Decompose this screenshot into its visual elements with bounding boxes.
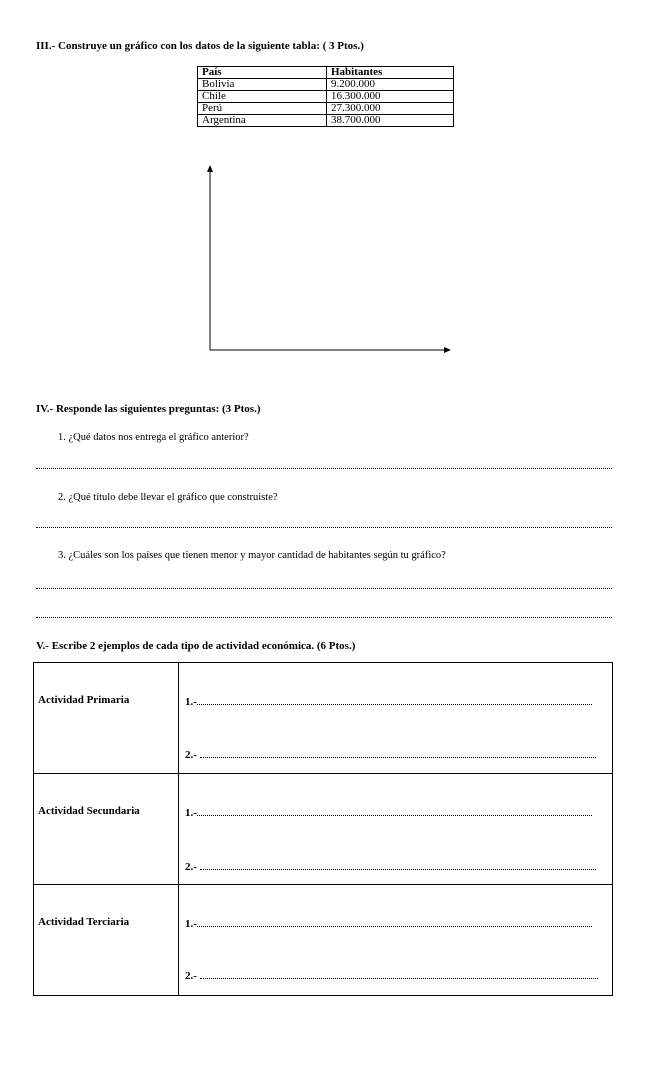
cell-population: 27.300.000 [327, 103, 454, 115]
line-number: 2.- [185, 749, 197, 761]
answer-line-1[interactable] [185, 807, 592, 819]
activity-label: Actividad Secundaria [34, 774, 179, 885]
population-table [197, 66, 454, 127]
answer-line[interactable] [36, 527, 612, 528]
line-number: 1.- [185, 807, 197, 819]
header-country: País [198, 67, 327, 79]
activity-answers [179, 885, 613, 996]
economic-activity-table [33, 662, 613, 996]
answer-line[interactable] [36, 468, 612, 469]
header-population: Habitantes [327, 67, 454, 79]
answer-line-2[interactable] [185, 861, 596, 873]
question-1: 1. ¿Qué datos nos entrega el gráfico anterior? [58, 432, 249, 443]
cell-country: Perú [198, 103, 327, 115]
activity-row [34, 663, 613, 774]
line-number: 1.- [185, 918, 197, 930]
answer-line[interactable] [36, 588, 612, 589]
table-row [198, 91, 454, 103]
question-3: 3. ¿Cuáles son los países que tienen menor y mayor cantidad de habitantes según tu gráfico? [58, 550, 446, 561]
answer-line[interactable] [36, 617, 612, 618]
cell-country: Argentina [198, 115, 327, 127]
answer-line-1[interactable] [185, 696, 592, 708]
activity-label: Actividad Terciaria [34, 885, 179, 996]
cell-country: Bolivia [198, 79, 327, 91]
cell-country: Chile [198, 91, 327, 103]
cell-population: 38.700.000 [327, 115, 454, 127]
line-number: 1.- [185, 696, 197, 708]
line-number: 2.- [185, 861, 197, 873]
table-row [198, 115, 454, 127]
answer-line-2[interactable] [185, 749, 596, 761]
cell-population: 9.200.000 [327, 79, 454, 91]
table-row [198, 79, 454, 91]
cell-population: 16.300.000 [327, 91, 454, 103]
table-header-row [198, 67, 454, 79]
table-row [198, 103, 454, 115]
section-5-heading: V.- Escribe 2 ejemplos de cada tipo de actividad económica. (6 Ptos.) [36, 640, 356, 652]
activity-answers [179, 774, 613, 885]
activity-row [34, 774, 613, 885]
blank-graph-axes [200, 160, 460, 360]
section-3-heading: III.- Construye un gráfico con los datos de la siguiente tabla: ( 3 Ptos.) [36, 40, 364, 52]
answer-line-1[interactable] [185, 918, 592, 930]
question-2: 2. ¿Qué título debe llevar el gráfico que construiste? [58, 492, 278, 503]
line-number: 2.- [185, 970, 197, 982]
section-4-heading: IV.- Responde las siguientes preguntas: (3 Ptos.) [36, 403, 261, 415]
activity-answers [179, 663, 613, 774]
answer-line-2[interactable] [185, 970, 598, 982]
activity-label: Actividad Primaria [34, 663, 179, 774]
activity-row [34, 885, 613, 996]
